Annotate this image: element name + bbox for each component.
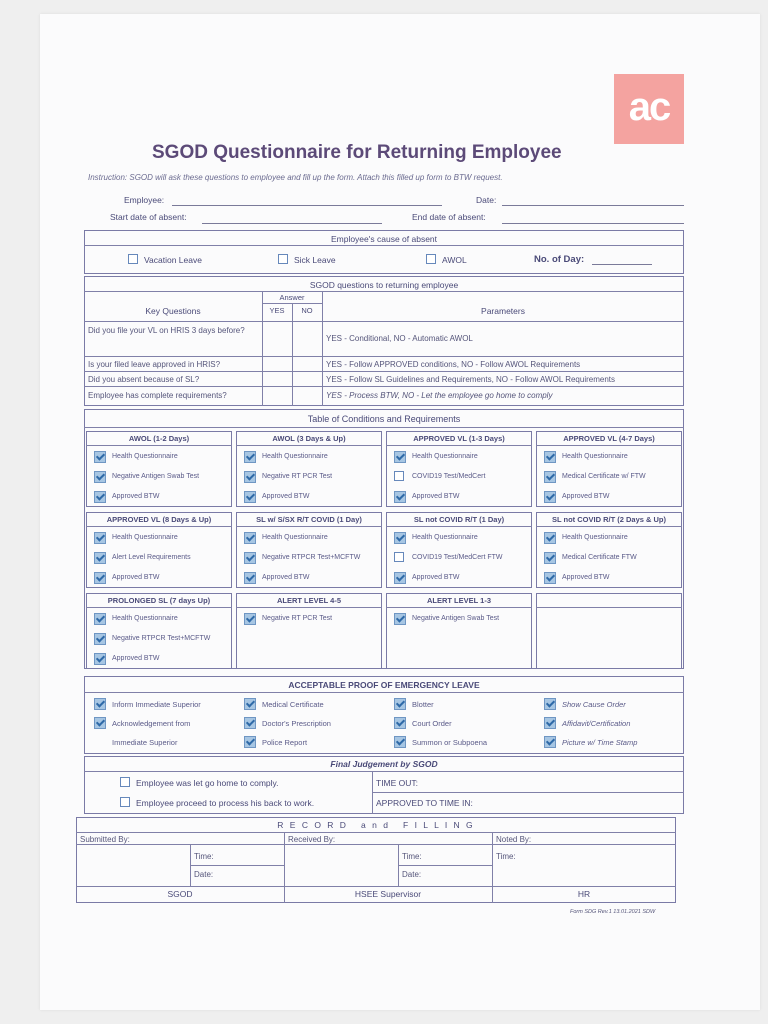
date-field[interactable] <box>502 205 684 206</box>
answer-header: Answer <box>279 293 305 302</box>
condition-divider <box>386 607 532 608</box>
proof-checkbox[interactable] <box>244 717 256 729</box>
conditions-heading: Table of Conditions and Requirements <box>307 414 461 424</box>
condition-divider <box>86 445 232 446</box>
condition-item-label: Health Questionnaire <box>112 534 178 541</box>
condition-title: APPROVED VL (1-3 Days) <box>413 434 505 443</box>
condition-checkbox[interactable] <box>94 471 106 483</box>
condition-item-label: Health Questionnaire <box>412 534 478 541</box>
condition-item-label: Health Questionnaire <box>112 615 178 622</box>
proof-checkbox[interactable] <box>544 717 556 729</box>
noted-by-label: Noted By: <box>496 835 532 844</box>
vacation-leave-checkbox[interactable] <box>128 254 138 264</box>
condition-title: AWOL (3 Days & Up) <box>272 434 346 443</box>
condition-checkbox[interactable] <box>394 451 406 463</box>
condition-item-label: Health Questionnaire <box>562 534 628 541</box>
condition-checkbox[interactable] <box>94 613 106 625</box>
condition-item-label: Approved BTW <box>262 493 310 500</box>
question-4: Employee has complete requirements? <box>88 391 227 400</box>
proof-item-label: Acknowledgement from <box>112 719 191 728</box>
received-time-label: Time: <box>402 852 422 861</box>
parameter-3: YES - Follow SL Guidelines and Requirements, NO - Follow AWOL Requirements <box>326 375 616 384</box>
condition-title: SL not COVID R/T (1 Day) <box>413 515 505 524</box>
instruction-text: Instruction: SGOD will ask these questions to employee and fill up the form. Attach this filled up form to BTW request. <box>88 173 503 182</box>
proof-item-label: Police Report <box>262 738 308 747</box>
condition-checkbox[interactable] <box>394 613 406 625</box>
received-by-label: Received By: <box>288 835 336 844</box>
condition-checkbox[interactable] <box>94 633 106 645</box>
condition-item-label: Health Questionnaire <box>562 453 628 460</box>
condition-item-label: Negative RTPCR Test+MCFTW <box>262 554 361 561</box>
proof-item-label: Immediate Superior <box>112 738 178 747</box>
condition-checkbox[interactable] <box>544 572 556 584</box>
proof-checkbox[interactable] <box>244 736 256 748</box>
hr-label: HR <box>577 889 591 899</box>
condition-checkbox[interactable] <box>394 471 404 481</box>
end-date-field[interactable] <box>502 223 684 224</box>
condition-checkbox[interactable] <box>244 532 256 544</box>
proceed-btw-label: Employee proceed to process his back to work. <box>136 798 315 808</box>
employee-label: Employee: <box>124 195 165 205</box>
condition-item-label: Health Questionnaire <box>262 534 328 541</box>
employee-field[interactable] <box>172 205 442 206</box>
condition-title: SL not COVID R/T (2 Days & Up) <box>551 515 667 524</box>
condition-checkbox[interactable] <box>244 572 256 584</box>
condition-checkbox[interactable] <box>244 451 256 463</box>
condition-checkbox[interactable] <box>94 491 106 503</box>
sgod-label: SGOD <box>167 889 193 899</box>
condition-checkbox[interactable] <box>244 471 256 483</box>
proof-checkbox[interactable] <box>94 698 106 710</box>
submitted-date-label: Date: <box>194 870 214 879</box>
proof-item-label: Inform Immediate Superior <box>112 700 201 709</box>
condition-item-label: COVID19 Test/MedCert <box>412 473 486 480</box>
condition-item-label: Negative RT PCR Test <box>262 473 333 480</box>
sick-leave-label: Sick Leave <box>294 255 336 265</box>
condition-title: APPROVED VL (4-7 Days) <box>563 434 655 443</box>
form-sheet <box>40 14 760 1010</box>
condition-checkbox[interactable] <box>544 532 556 544</box>
condition-item-label: Approved BTW <box>412 574 460 581</box>
condition-cell <box>536 593 682 669</box>
condition-item-label: Approved BTW <box>112 655 160 662</box>
condition-item-label: Negative RT PCR Test <box>262 615 333 622</box>
condition-checkbox[interactable] <box>394 532 406 544</box>
start-date-field[interactable] <box>202 223 382 224</box>
cause-heading: Employee's cause of absent <box>330 234 438 244</box>
question-1: Did you file your VL on HRIS 3 days before? <box>88 326 245 335</box>
condition-divider <box>536 526 682 527</box>
condition-title: ALERT LEVEL 4-5 <box>276 596 342 605</box>
condition-item-label: Approved BTW <box>112 493 160 500</box>
condition-divider <box>236 526 382 527</box>
proof-checkbox[interactable] <box>544 736 556 748</box>
condition-checkbox[interactable] <box>544 491 556 503</box>
condition-item-label: Approved BTW <box>562 493 610 500</box>
condition-divider <box>86 526 232 527</box>
proof-checkbox[interactable] <box>544 698 556 710</box>
proof-item-label: Summon or Subpoena <box>412 738 488 747</box>
condition-item-label: Negative Antigen Swab Test <box>112 473 200 480</box>
condition-divider <box>86 607 232 608</box>
condition-item-label: Approved BTW <box>262 574 310 581</box>
logo: ac <box>614 74 684 144</box>
proof-item-label: Affidavit/Certification <box>562 719 631 728</box>
parameter-1: YES - Conditional, NO - Automatic AWOL <box>326 334 473 343</box>
proof-checkbox[interactable] <box>394 736 406 748</box>
questions-heading: SGOD questions to returning employee <box>309 280 459 290</box>
condition-item-label: Medical Certificate FTW <box>562 554 637 561</box>
awol-checkbox[interactable] <box>426 254 436 264</box>
condition-divider <box>386 526 532 527</box>
proof-item-label: Doctor's Prescription <box>262 719 331 728</box>
condition-checkbox[interactable] <box>544 471 556 483</box>
condition-title: PROLONGED SL (7 days Up) <box>107 596 211 605</box>
yes-header: YES <box>269 306 285 315</box>
condition-checkbox[interactable] <box>94 532 106 544</box>
proof-item-label: Picture w/ Time Stamp <box>562 738 638 747</box>
proof-checkbox[interactable] <box>94 717 106 729</box>
condition-title: AWOL (1-2 Days) <box>128 434 190 443</box>
start-date-label: Start date of absent: <box>110 212 187 222</box>
proof-item-label: Medical Certificate <box>262 700 324 709</box>
condition-checkbox[interactable] <box>94 572 106 584</box>
condition-checkbox[interactable] <box>94 653 106 665</box>
days-label: No. of Day: <box>534 254 585 265</box>
days-field[interactable] <box>592 264 652 265</box>
condition-checkbox[interactable] <box>394 572 406 584</box>
record-heading: R E C O R D a n d F I L L I N G <box>277 820 475 830</box>
condition-divider <box>536 607 682 608</box>
end-date-label: End date of absent: <box>412 212 486 222</box>
condition-divider <box>236 445 382 446</box>
condition-checkbox[interactable] <box>394 491 406 503</box>
condition-checkbox[interactable] <box>244 613 256 625</box>
condition-checkbox[interactable] <box>244 552 256 564</box>
condition-item-label: COVID19 Test/MedCert FTW <box>412 554 503 561</box>
proof-checkbox[interactable] <box>394 717 406 729</box>
condition-checkbox[interactable] <box>94 451 106 463</box>
condition-title: APPROVED VL (8 Days & Up) <box>106 515 212 524</box>
condition-checkbox[interactable] <box>94 552 106 564</box>
proof-item-label: Court Order <box>412 719 452 728</box>
condition-checkbox[interactable] <box>394 552 404 562</box>
judgement-heading: Final Judgement by SGOD <box>330 759 438 769</box>
condition-item-label: Health Questionnaire <box>262 453 328 460</box>
proof-heading: ACCEPTABLE PROOF OF EMERGENCY LEAVE <box>288 680 480 690</box>
proof-checkbox[interactable] <box>394 698 406 710</box>
proof-item-label: Show Cause Order <box>562 700 626 709</box>
condition-title: SL w/ S/SX R/T COVID (1 Day) <box>256 515 362 524</box>
condition-checkbox[interactable] <box>544 552 556 564</box>
condition-item-label: Approved BTW <box>112 574 160 581</box>
sick-leave-checkbox[interactable] <box>278 254 288 264</box>
condition-divider <box>536 445 682 446</box>
condition-item-label: Negative Antigen Swab Test <box>412 615 500 622</box>
condition-divider <box>386 445 532 446</box>
parameter-4: YES - Process BTW, NO - Let the employee go home to comply <box>326 391 553 400</box>
noted-time-label: Time: <box>496 852 516 861</box>
let-go-home-checkbox[interactable] <box>120 777 130 787</box>
proof-checkbox[interactable] <box>244 698 256 710</box>
parameter-2: YES - Follow APPROVED conditions, NO - Follow AWOL Requirements <box>326 360 581 369</box>
condition-item-label: Health Questionnaire <box>412 453 478 460</box>
time-out-label: TIME OUT: <box>376 778 419 788</box>
no-header: NO <box>301 306 313 315</box>
hsee-label: HSEE Supervisor <box>354 889 422 899</box>
condition-item-label: Negative RTPCR Test+MCFTW <box>112 635 211 642</box>
parameters-header: Parameters <box>481 306 525 316</box>
awol-label: AWOL <box>442 255 467 265</box>
date-label: Date: <box>476 195 497 205</box>
vacation-leave-label: Vacation Leave <box>144 255 202 265</box>
submitted-by-label: Submitted By: <box>80 835 130 844</box>
approved-time-in-label: APPROVED TO TIME IN: <box>376 798 473 808</box>
let-go-home-label: Employee was let go home to comply. <box>136 778 279 788</box>
proof-item-label: Blotter <box>412 700 434 709</box>
condition-item-label: Approved BTW <box>562 574 610 581</box>
page-title: SGOD Questionnaire for Returning Employee <box>152 142 562 163</box>
condition-divider <box>236 607 382 608</box>
condition-item-label: Medical Certificate w/ FTW <box>562 473 646 480</box>
question-2: Is your filed leave approved in HRIS? <box>88 360 221 369</box>
form-code: Form SDG Rev.1 13.01.2021 SDW <box>570 909 656 915</box>
condition-title: ALERT LEVEL 1-3 <box>426 596 492 605</box>
question-3: Did you absent because of SL? <box>88 375 200 384</box>
condition-checkbox[interactable] <box>544 451 556 463</box>
condition-item-label: Approved BTW <box>412 493 460 500</box>
condition-item-label: Health Questionnaire <box>112 453 178 460</box>
condition-checkbox[interactable] <box>244 491 256 503</box>
key-questions-header: Key Questions <box>145 306 201 316</box>
proceed-btw-checkbox[interactable] <box>120 797 130 807</box>
condition-item-label: Alert Level Requirements <box>112 554 191 561</box>
received-date-label: Date: <box>402 870 422 879</box>
submitted-time-label: Time: <box>194 852 214 861</box>
